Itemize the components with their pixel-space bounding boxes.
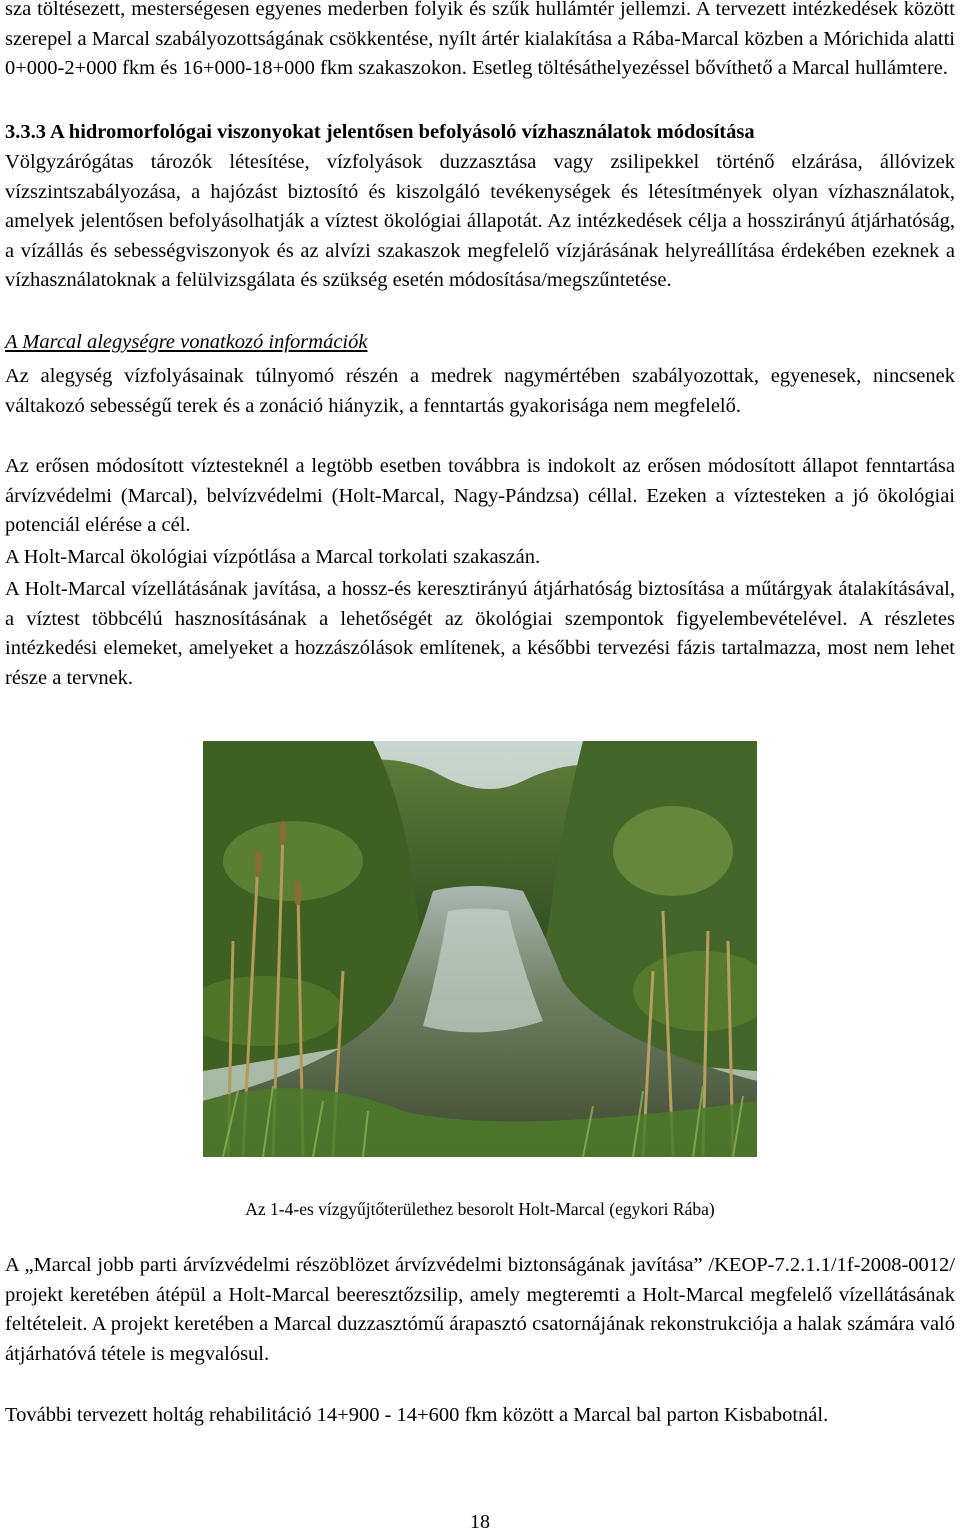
paragraph-heading-body: Völgyzárógátas tározók létesítése, vízfolyások duzzasztása vagy zsilipekkel történő elzárása, állóvizek vízszintszabályozása, a hajózást biztosító és kiszolgáló tevékenységek és létesítmények olyan vízhasználatok, amelyek jelentősen befolyásolhatják a víztest ökológiai állapotát. Az intézkedések célja a hosszirányú átjárhatóság, a vízállás és sebességviszonyok és az alvízi szakaszok megfelelő vízjárásának helyreállítása érdekében ezeknek a vízhasználatoknak a felülvizsgálata és szükség esetén módosítása/megszűntetése. xyxy=(5,151,955,292)
paragraph-heavily-modified: Az erősen módosított víztesteknél a legtöbb esetben továbbra is indokolt az erősen módosított állapot fenntartása árvízvédelmi (Marcal), belvízvédelmi (Holt-Marcal, Nagy-Pándzsa) céllal. Ezeken a víztesteken a jó ökológiai potenciál elérése a cél. xyxy=(5,455,955,537)
paragraph-holt-marcal-improvement: A Holt-Marcal vízellátásának javítása, a hossz-és keresztirányú átjárhatóság biztosítása a műtárgyak átalakításával, a víztest többcélú hasznosításának a lehetőségét az ökológiai szempontok figyelembevételével. A részletes intézkedési elemeket, amelyeket a hozzászólások említenek, a későbbi tervezési fázis tartalmazza, most nem lehet része a tervnek. xyxy=(5,578,955,689)
paragraph-intro: sza töltésezett, mesterségesen egyenes mederben folyik és szűk hullámtér jellemzi. A tervezett intézkedések között szerepel a Marcal szabályozottságának csökkentése, nyílt ártér kialakítása a Rába-Marcal közben a Mórichida alatti 0+000-2+000 fkm és 16+000-18+000 fkm szakaszokon. Esetleg töltésáthelyezéssel bővíthető a Marcal hullámtere. xyxy=(5,0,955,80)
figure-caption: Az 1-4-es vízgyűjtőterülethez besorolt Holt-Marcal (egykori Rába) xyxy=(245,1199,715,1219)
section-heading: 3.3.3 A hidromorfológai viszonyokat jelentősen befolyásoló vízhasználatok módosítása xyxy=(5,121,755,143)
page-number: 18 xyxy=(470,1511,490,1533)
paragraph-unit: Az alegység vízfolyásainak túlnyomó részén a medrek nagymértében szabályozottak, egyenesek, nincsenek váltakozó sebességű terek és a zonáció hiányzik, a fenntartás gyakorisága nem megfelelő. xyxy=(5,365,955,417)
paragraph-rehabilitation: További tervezett holtág rehabilitáció 14+900 - 14+600 fkm között a Marcal bal parton Kisbabotnál. xyxy=(5,1404,829,1426)
paragraph-project: A „Marcal jobb parti árvízvédelmi részöblözet árvízvédelmi biztonságának javítása” /KEOP-7.2.1.1/1f-2008-0012/ projekt keretében átépül a Holt-Marcal beeresztőzsilip, amely megteremti a Holt-Marcal megfelelő vízellátásának feltételeit. A projekt keretében a Marcal duzzasztómű árapasztó csatornájának rekonstrukciója a halak számára való átjárhatóvá tétele is megvalósul. xyxy=(5,1254,955,1365)
river-photo xyxy=(203,741,757,1157)
subsection-title: A Marcal alegységre vonatkozó információk xyxy=(5,331,368,353)
paragraph-holt-marcal-supply: A Holt-Marcal ökológiai vízpótlása a Marcal torkolati szakaszán. xyxy=(5,546,541,568)
